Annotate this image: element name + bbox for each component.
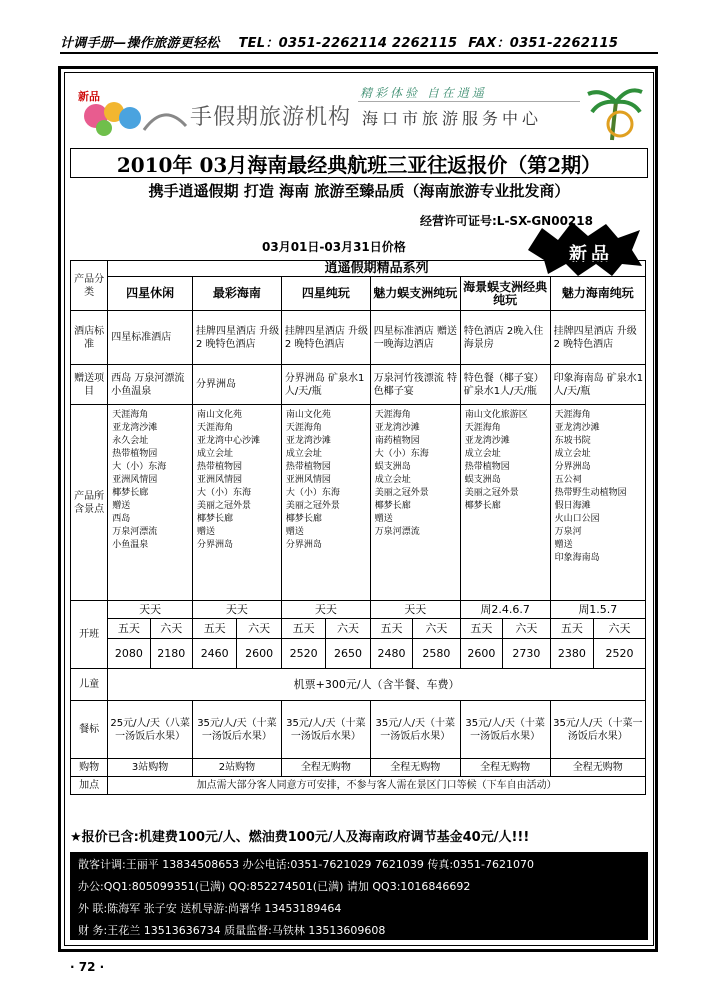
price-value: 2580 [413, 639, 461, 669]
new-product-badge: 新品 [569, 244, 613, 265]
label-meal: 餐标 [71, 701, 108, 759]
header-bar [60, 32, 658, 50]
label-gift: 赠送项目 [71, 365, 108, 405]
sight-item: 万泉河 [554, 527, 582, 537]
duration-label: 五天 [370, 619, 412, 639]
header-left: 计调手册—操作旅游更轻松 [60, 36, 220, 51]
sights-list [460, 405, 550, 601]
label-child: 儿童 [71, 669, 108, 701]
departure-schedule: 天天 [281, 601, 370, 619]
sight-item: 天涯海角 [196, 423, 233, 433]
sight-item: 天涯海角 [112, 410, 149, 420]
meal-standard: 35元/人/天（十菜一汤饭后水果） [281, 701, 370, 759]
label-kaiban: 开班 [71, 601, 108, 669]
price-row [71, 639, 646, 669]
price-value: 2730 [503, 639, 551, 669]
sight-item: 南山文化苑 [285, 410, 331, 420]
label-hotel: 酒店标准 [71, 311, 108, 365]
sight-item: 火山口公园 [554, 514, 600, 524]
price-value: 2520 [281, 639, 325, 669]
sight-item: 亚洲风情园 [285, 475, 331, 485]
sight-item: 大（小）东海 [196, 488, 251, 498]
license-number: 经营许可证号:L-SX-GN00218 [420, 214, 593, 228]
price-value: 2480 [370, 639, 412, 669]
contact-panel [70, 852, 648, 940]
sight-item: 大（小）东海 [374, 449, 429, 459]
product-name: 四星休闲 [108, 277, 193, 311]
hotel-standard: 挂牌四星酒店 升级 2 晚特色酒店 [281, 311, 370, 365]
sight-item: 赠送 [196, 527, 215, 537]
meal-standard: 35元/人/天（十菜一汤饭后水果） [192, 701, 281, 759]
sights-list [550, 405, 645, 601]
child-price: 机票+300元/人（含半餐、车费） [108, 669, 646, 701]
price-value: 2520 [594, 639, 646, 669]
sight-item: 美丽之冠外景 [196, 501, 251, 511]
duration-label: 六天 [503, 619, 551, 639]
label-shop: 购物 [71, 759, 108, 777]
sight-item: 天涯海角 [285, 423, 322, 433]
departure-schedule: 周2.4.6.7 [460, 601, 550, 619]
duration-label: 五天 [108, 619, 150, 639]
product-name: 海景蜈支洲经典纯玩 [460, 277, 550, 311]
sight-item: 成立会址 [554, 449, 591, 459]
sight-item: 椰梦长廊 [196, 514, 233, 524]
sight-item: 美丽之冠外景 [285, 501, 340, 511]
hainan-agency-name: 海口市旅游服务中心 [362, 109, 543, 128]
shopping-info: 全程无购物 [550, 759, 645, 777]
duration-label: 六天 [237, 619, 281, 639]
sight-item: 热带植物园 [196, 462, 242, 472]
sight-item: 热带植物园 [464, 462, 510, 472]
duration-label: 六天 [594, 619, 646, 639]
shopping-info: 3站购物 [108, 759, 193, 777]
page-title: 2010年 03月海南最经典航班三亚往返报价（第2期） [116, 153, 602, 177]
hainan-slogan: 精彩体验 自在逍遥 [360, 86, 487, 100]
sight-item: 天涯海角 [464, 423, 501, 433]
sight-item: 五公祠 [554, 475, 582, 485]
sight-item: 亚龙湾沙滩 [374, 423, 420, 433]
price-table [70, 260, 646, 795]
sight-item: 热带植物园 [285, 462, 331, 472]
header-tel: TEL：0351-2262114 2262115 [238, 36, 458, 51]
shopping-info: 全程无购物 [281, 759, 370, 777]
sight-item: 成立会址 [285, 449, 322, 459]
duration-label: 五天 [192, 619, 236, 639]
meal-standard: 35元/人/天（十菜一汤饭后水果） [550, 701, 645, 759]
gift-items: 西岛 万泉河漂流 小鱼温泉 [108, 365, 193, 405]
sight-item: 热带野生动植物园 [554, 488, 627, 498]
hotel-standard: 挂牌四星酒店 升级 2 晚特色酒店 [550, 311, 645, 365]
price-value: 2080 [108, 639, 150, 669]
departure-schedule: 天天 [370, 601, 460, 619]
contact-row: 办公:QQ1:805099351(已满) QQ:852274501(已满) 请加 QQ3:1016846692 [78, 880, 471, 893]
price-value: 2600 [460, 639, 502, 669]
extra-note: 加点需大部分客人同意方可安排，不参与客人需在景区门口等候（下车自由活动） [108, 777, 646, 795]
brand-name: 手假期旅游机构 [190, 105, 352, 130]
sight-item: 天涯海角 [374, 410, 411, 420]
sight-item: 万泉河漂流 [374, 527, 420, 537]
sight-item: 万泉河漂流 [112, 527, 158, 537]
days-row [71, 619, 646, 639]
product-name: 四星纯玩 [281, 277, 370, 311]
departure-schedule: 天天 [192, 601, 281, 619]
sight-item: 南药植物园 [374, 436, 420, 446]
hainan-rule [358, 101, 580, 102]
meal-standard: 25元/人/天（八菜一汤饭后水果） [108, 701, 193, 759]
sight-item: 西岛 [112, 514, 131, 524]
price-value: 2600 [237, 639, 281, 669]
sight-item: 成立会址 [196, 449, 233, 459]
hotel-standard: 四星标准酒店 赠送一晚海边酒店 [370, 311, 460, 365]
sight-item: 椰梦长廊 [464, 501, 501, 511]
sight-item: 椰梦长廊 [112, 488, 149, 498]
sight-item: 天涯海角 [554, 410, 591, 420]
sight-item: 大（小）东海 [285, 488, 340, 498]
brand-logo-text: 新品 [78, 90, 100, 103]
palm-tree-logo-icon [582, 78, 646, 144]
label-product: 产品分类 [71, 261, 108, 311]
page-subtitle: 携手逍遥假期 打造 海南 旅游至臻品质（海南旅游专业批发商） [148, 182, 570, 200]
page-number: · 72 · [70, 960, 105, 974]
sight-item: 椰梦长廊 [374, 501, 411, 511]
sight-item: 亚龙湾沙滩 [285, 436, 331, 446]
sight-item: 椰梦长廊 [285, 514, 322, 524]
sight-item: 亚洲风情园 [112, 475, 158, 485]
sights-list [108, 405, 193, 601]
date-range: 03月01日-03月31日价格 [262, 240, 406, 254]
sight-item: 亚洲风情园 [196, 475, 242, 485]
duration-label: 六天 [413, 619, 461, 639]
departure-schedule: 天天 [108, 601, 193, 619]
sight-item: 分界洲岛 [285, 540, 322, 550]
gift-items: 印象海南岛 矿泉水1人/天/瓶 [550, 365, 645, 405]
price-value: 2180 [150, 639, 192, 669]
sight-item: 赠送 [285, 527, 304, 537]
sight-item: 亚龙湾沙滩 [554, 423, 600, 433]
sight-item: 南山文化苑 [196, 410, 242, 420]
label-extra: 加点 [71, 777, 108, 795]
sights-list [370, 405, 460, 601]
gift-items: 分界洲岛 [192, 365, 281, 405]
product-name: 最彩海南 [192, 277, 281, 311]
sight-item: 赠送 [554, 540, 573, 550]
gift-items: 万泉河竹筏漂流 特色椰子宴 [370, 365, 460, 405]
price-value: 2650 [326, 639, 370, 669]
sight-item: 赠送 [374, 514, 393, 524]
shopping-info: 全程无购物 [460, 759, 550, 777]
series-title: 逍遥假期精品系列 [108, 261, 646, 277]
sight-item: 美丽之冠外景 [464, 488, 519, 498]
sights-list [192, 405, 281, 601]
sight-item: 蜈支洲岛 [374, 462, 411, 472]
sight-item: 南山文化旅游区 [464, 410, 528, 420]
contact-row: 外 联:陈海军 张子安 送机导游:尚署华 13453189464 [78, 902, 342, 915]
sight-item: 亚龙湾沙滩 [112, 423, 158, 433]
sight-item: 成立会址 [374, 475, 411, 485]
duration-label: 五天 [281, 619, 325, 639]
duration-label: 六天 [150, 619, 192, 639]
meal-standard: 35元/人/天（十菜一汤饭后水果） [370, 701, 460, 759]
shopping-info: 2站购物 [192, 759, 281, 777]
price-value: 2460 [192, 639, 236, 669]
sight-item: 亚龙湾沙滩 [464, 436, 510, 446]
sight-item: 印象海南岛 [554, 553, 600, 563]
sight-item: 分界洲岛 [554, 462, 591, 472]
sight-item: 东坡书院 [554, 436, 591, 446]
meal-standard: 35元/人/天（十菜一汤饭后水果） [460, 701, 550, 759]
gift-items: 分界洲岛 矿泉水1人/天/瓶 [281, 365, 370, 405]
contact-row: 散客计调:王丽平 13834508653 办公电话:0351-7621029 7621039 传真:0351-7621070 [78, 858, 534, 871]
duration-label: 五天 [460, 619, 502, 639]
product-name: 魅力海南纯玩 [550, 277, 645, 311]
sight-item: 热带植物园 [112, 449, 158, 459]
gift-items: 特色餐（椰子宴） 矿泉水1人/天/瓶 [460, 365, 550, 405]
product-name: 魅力蜈支洲纯玩 [370, 277, 460, 311]
hotel-standard: 特色酒店 2晚入住海景房 [460, 311, 550, 365]
label-sights: 产品所含景点 [71, 405, 108, 601]
duration-label: 六天 [326, 619, 370, 639]
price-included-note: ★报价已含:机建费100元/人、燃油费100元/人及海南政府调节基金40元/人!!! [70, 830, 530, 845]
sight-item: 亚龙湾中心沙滩 [196, 436, 260, 446]
sight-item: 大（小）东海 [112, 462, 167, 472]
sight-item: 永久会址 [112, 436, 149, 446]
shopping-info: 全程无购物 [370, 759, 460, 777]
sight-item: 假日海滩 [554, 501, 591, 511]
sight-item: 成立会址 [464, 449, 501, 459]
departure-schedule: 周1.5.7 [550, 601, 645, 619]
sight-item: 蜈支洲岛 [464, 475, 501, 485]
sight-item: 美丽之冠外景 [374, 488, 429, 498]
hotel-standard: 四星标准酒店 [108, 311, 193, 365]
sight-item: 分界洲岛 [196, 540, 233, 550]
duration-label: 五天 [550, 619, 593, 639]
price-value: 2380 [550, 639, 593, 669]
sight-item: 赠送 [112, 501, 131, 511]
header-rule [60, 52, 658, 54]
sight-item: 小鱼温泉 [112, 540, 149, 550]
sights-list [281, 405, 370, 601]
hotel-standard: 挂牌四星酒店 升级 2 晚特色酒店 [192, 311, 281, 365]
header-fax: FAX：0351-2262115 [468, 36, 619, 51]
contact-row: 财 务:王花兰 13513636734 质量监督:马铁林 13513609608 [78, 924, 386, 937]
